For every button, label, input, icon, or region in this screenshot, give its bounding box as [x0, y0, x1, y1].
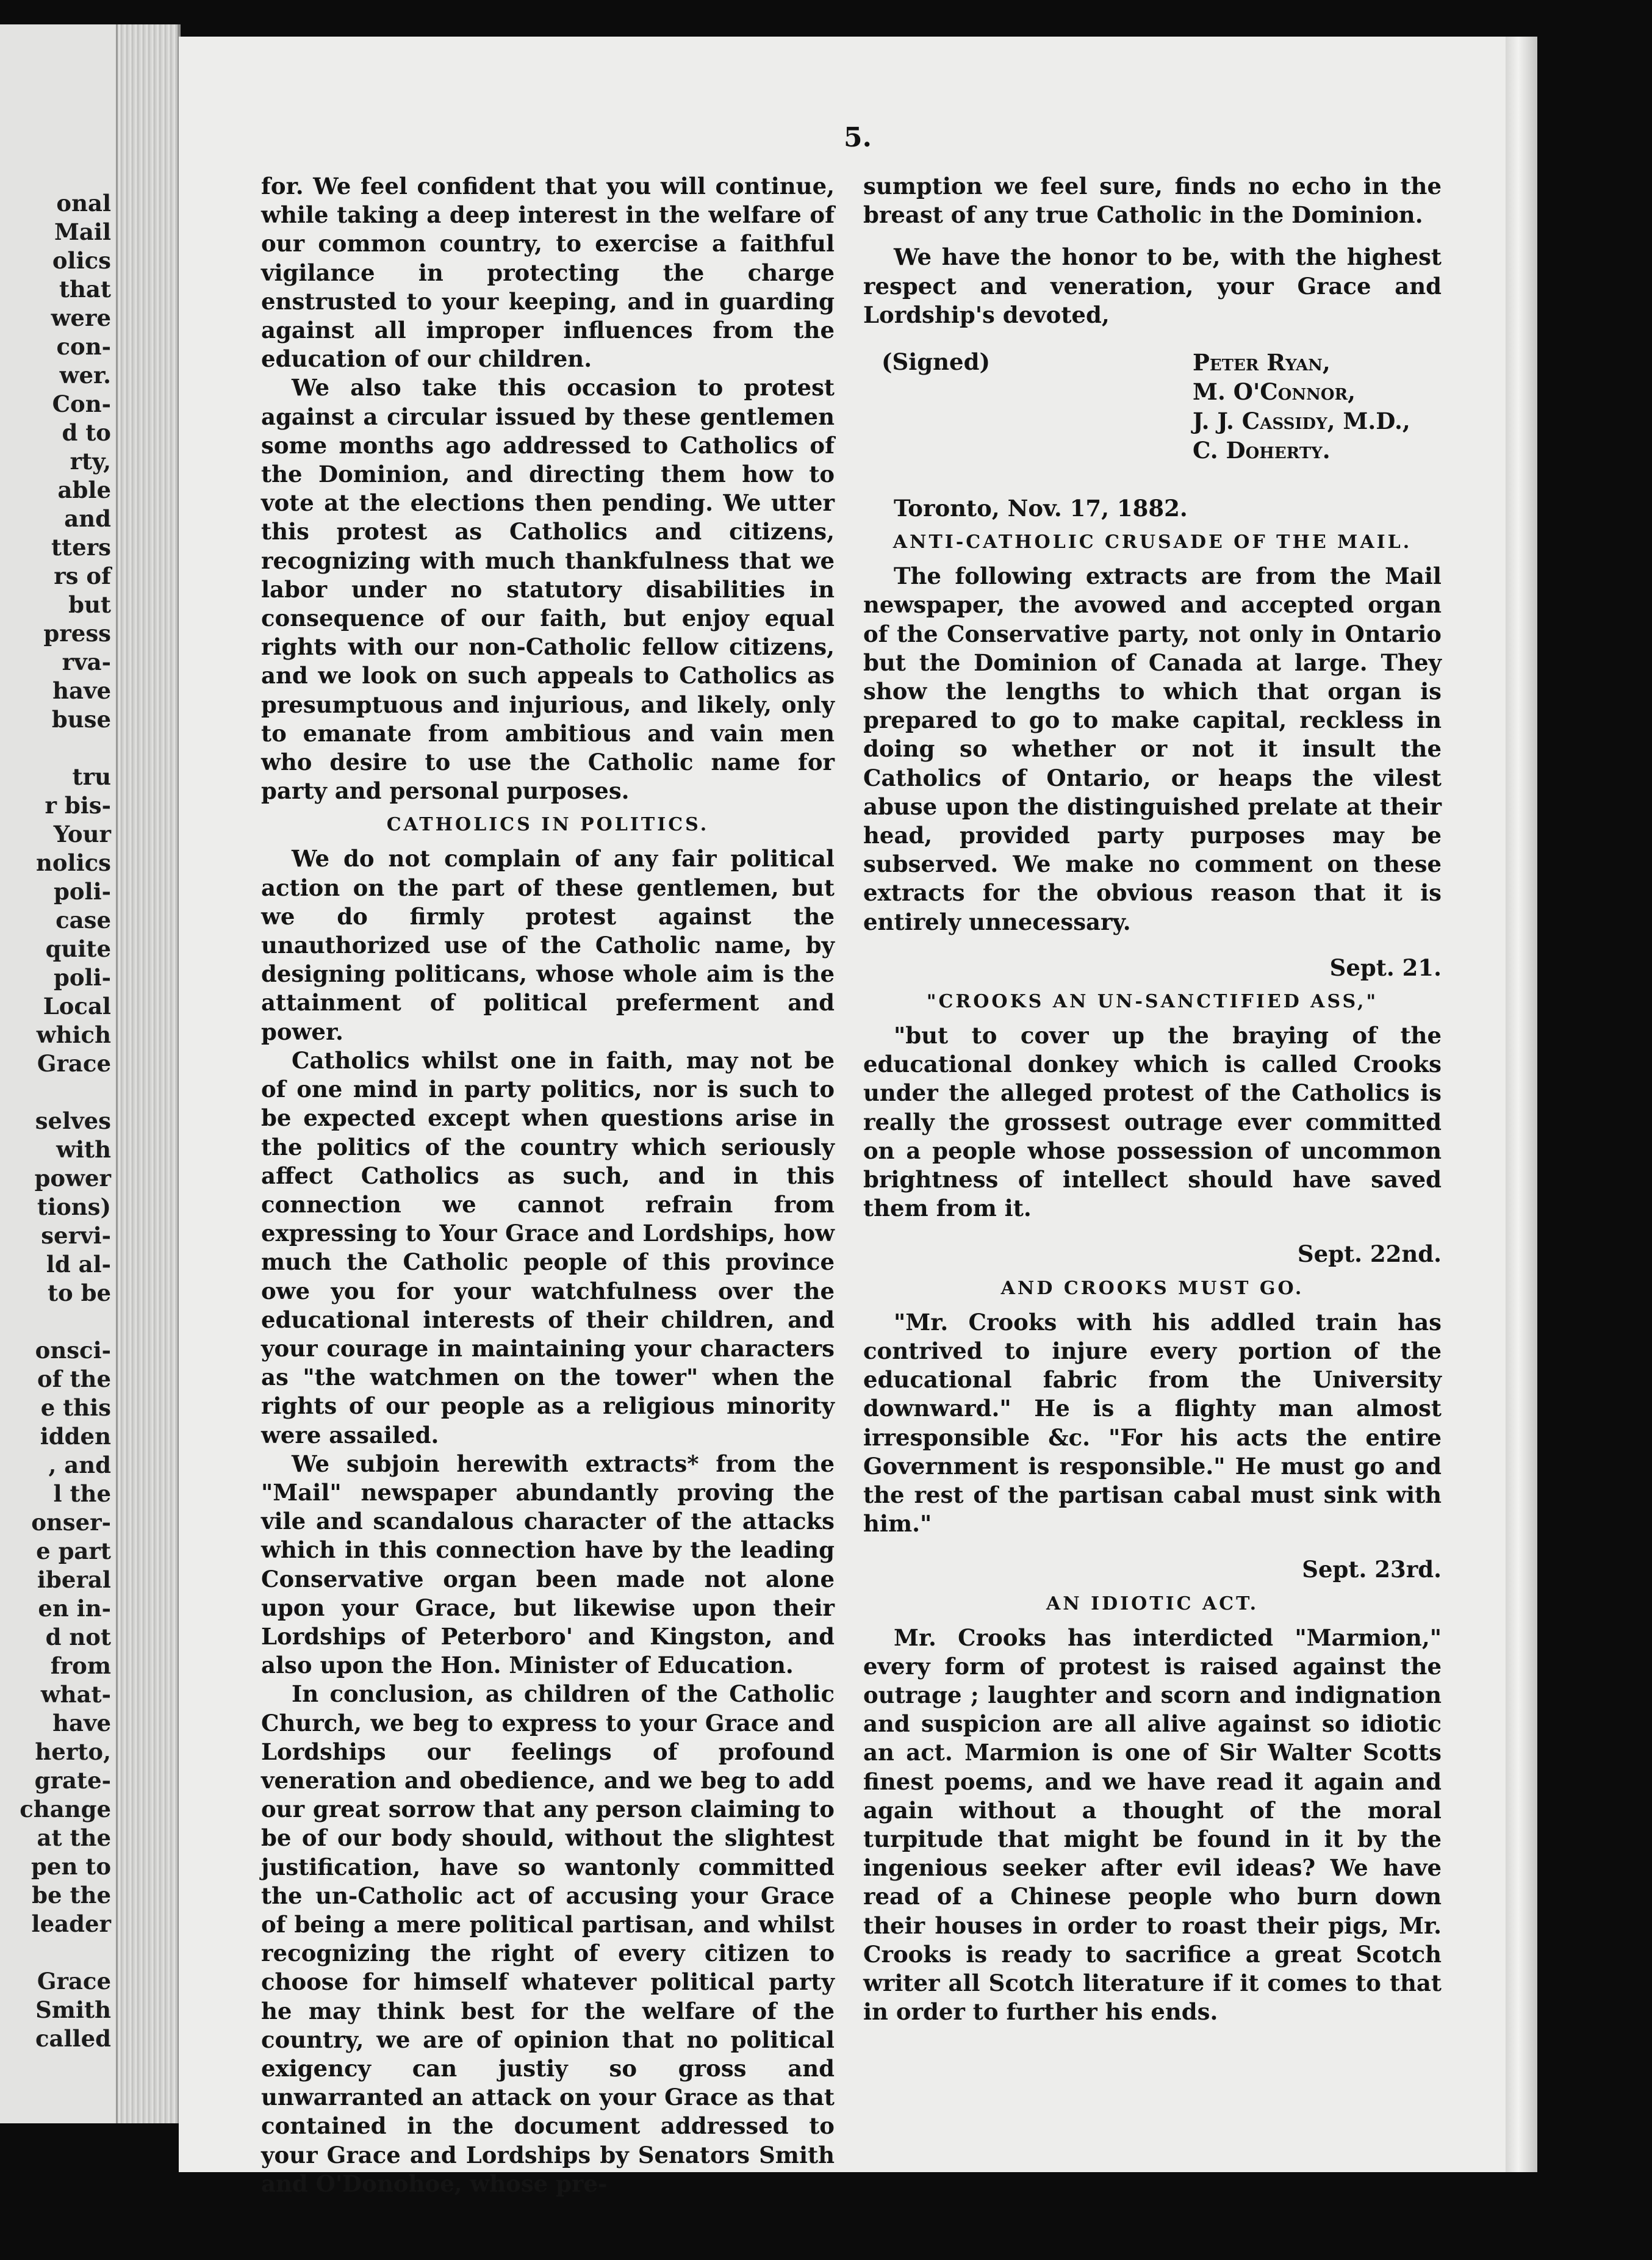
- paragraph: We do not complain of any fair political action on the part of these gentlemen, but we do firmly protest against the unauthorized use of the Catholic name, by designing politicans, whose whole aim is the attainment of political preferment and power.: [261, 845, 835, 1045]
- page-fragment-line: e part: [36, 1538, 111, 1564]
- section-heading: ANTI-CATHOLIC CRUSADE OF THE MAIL.: [892, 531, 1412, 553]
- page-fragment-line: l the: [53, 1480, 111, 1507]
- signatory: J. J. Cassidy, M.D.,: [1193, 408, 1410, 435]
- page-fragment-line: tions): [37, 1193, 111, 1220]
- page-fragment-line: but: [68, 591, 111, 618]
- page-fragment-line: en in-: [38, 1595, 111, 1622]
- page-fragment-line: olics: [52, 247, 111, 274]
- page-fragment-line: r bis-: [45, 792, 111, 819]
- extract-heading: AN IDIOTIC ACT.: [1046, 1592, 1259, 1614]
- page-fragment-line: Mail: [54, 218, 111, 245]
- column-right: [863, 172, 1442, 2026]
- page-fragment-line: able: [57, 477, 111, 503]
- extract-date: Sept. 21.: [1329, 954, 1442, 981]
- page-number: 5.: [844, 122, 872, 153]
- page-fragment-line: case: [56, 907, 111, 934]
- page-fragment-line: rs of: [54, 563, 111, 589]
- extract-heading: "CROOKS AN UN-SANCTIFIED ASS,": [926, 991, 1379, 1013]
- page-fragment-line: power: [34, 1165, 111, 1192]
- section-heading: CATHOLICS IN POLITICS.: [386, 814, 709, 836]
- place-date: Toronto, Nov. 17, 1882.: [894, 495, 1188, 522]
- paragraph: for. We feel confident that you will continue, while taking a deep interest in the welfare of our common country, to exercise a faithful vigilance in protecting the charge enstrusted to your keeping, and in guarding against all improper influences from the education of our children.: [261, 173, 835, 373]
- page-fragment-line: Grace: [37, 1050, 111, 1077]
- paragraph: The following extracts are from the Mail newspaper, the avowed and accepted organ of the Conservative party, not only in Ontario but the Dominion of Canada at large. They show the lengths to which that organ is prepared to go to make capital, reckless in doing so whether or not it insult the Catholics of Ontario, or heaps the vilest abuse upon the distinguished prelate at their head, provided party purposes may be subserved. We make no comment on these extracts for the obvious reason that it is entirely unnecessary.: [863, 563, 1442, 935]
- page-fragment-line: of the: [37, 1366, 111, 1392]
- page-fragment-line: rty,: [70, 448, 111, 475]
- page-fragment-line: ld al-: [46, 1251, 111, 1278]
- page-fragment-line: onser-: [31, 1509, 111, 1536]
- page-fragment-line: called: [35, 2025, 111, 2052]
- book-spine: [116, 24, 181, 2123]
- page-fragment-line: pen to: [31, 1853, 111, 1880]
- page-fragment-line: con-: [56, 333, 111, 360]
- paragraph: Catholics whilst one in faith, may not be of one mind in party politics, nor is such to be expected except when questions arise in the politics of the country which seriously affect Catholics as such, and in this connection we cannot refrain from expressing to Your Grace and Lordships, how much the Catholic people of this province owe you for your watchfulness over the educational interests of their children, and your courage in maintaining your characters as "the watchmen on the tower" when the rights of our people as a religious minority were assailed.: [261, 1046, 835, 1448]
- page-fragment-line: tters: [51, 534, 111, 561]
- page-fragment-line: Local: [43, 993, 111, 1020]
- page-fragment-line: poli-: [53, 964, 111, 991]
- page-fragment-line: press: [43, 620, 111, 647]
- page-fragment-line: selves: [35, 1107, 111, 1134]
- page-fragment-line: have: [52, 677, 111, 704]
- column-left: [261, 172, 835, 2198]
- paragraph: sumption we feel sure, finds no echo in the breast of any true Catholic in the Dominion.: [863, 173, 1442, 229]
- page-fragment-line: change: [20, 1796, 111, 1823]
- signatory: C. Doherty.: [1193, 437, 1331, 464]
- page-fragment-line: which: [36, 1021, 111, 1048]
- page-fragment-line: servi-: [41, 1222, 111, 1249]
- extract-heading: AND CROOKS MUST GO.: [1000, 1277, 1304, 1299]
- adjacent-page-fragment: [0, 24, 116, 2123]
- page-fragment-line: quite: [45, 935, 111, 962]
- page-fragment-line: wer.: [59, 362, 111, 389]
- page-fragment-line: e this: [40, 1394, 111, 1421]
- paragraph: In conclusion, as children of the Catholic Church, we beg to express to your Grace and Lordships our feelings of profound veneration and obedience, and we beg to add our great sorrow that any person claiming to be of our body should, without the slightest justification, have so wantonly committed the un-Catholic act of accusing your Grace of being a mere political partisan, and whilst recognizing the right of every citizen to choose for himself whatever political party he may think best for the welfare of the country, we are of opinion that no political exigency can justiy so gross and unwarranted an attack on your Grace as that contained in the document addressed to your Grace and Lordships by Senators Smith and O'Donohoe, whose pre-: [261, 1680, 835, 2197]
- page-fragment-line: from: [50, 1652, 111, 1679]
- extract-date: Sept. 22nd.: [1297, 1240, 1442, 1268]
- page-fragment-line: idden: [40, 1423, 111, 1450]
- paragraph: "but to cover up the braying of the educational donkey which is called Crooks under the alleged protest of the Catholics is really the grossest outrage ever committed on a people whose possession of uncommon brightness of intellect should have saved them from it.: [863, 1022, 1442, 1222]
- page-fragment-line: with: [56, 1136, 111, 1163]
- page-fragment-line: grate-: [34, 1767, 111, 1794]
- paragraph: Mr. Crooks has interdicted "Marmion," every form of protest is raised against the outrage ; laughter and scorn and indignation and suspicion are all alive against so idiotic an act. Marmion is one of Sir Walter Scotts finest poems, and we have read it again and again without a thought of the moral turpitude that might be found in it by the ingenious seeker after evil ideas? We have read of a Chinese people who burn down their houses in order to roast their pigs, Mr. Crooks is ready to sacrifice a great Scotch writer all Scotch literature if it comes to that in order to further his ends.: [863, 1624, 1442, 2026]
- page-edge: [1506, 37, 1537, 2172]
- signatory-names: [1193, 348, 1410, 465]
- page-fragment-line: have: [52, 1710, 111, 1736]
- paragraph: We subjoin herewith extracts* from the "Mail" newspaper abundantly proving the vile and scandalous character of the attacks which in this connection have by the leading Conservative organ been made not alone upon your Grace, but likewise upon their Lordships of Peterboro' and Kingston, and also upon the Hon. Minister of Education.: [261, 1450, 835, 1679]
- signatory: M. O'Connor,: [1193, 378, 1356, 406]
- page-fragment-line: what-: [40, 1681, 111, 1708]
- page-fragment-line: to be: [47, 1279, 111, 1306]
- page-fragment-line: that: [59, 276, 111, 303]
- page-fragment-line: onsci-: [35, 1337, 111, 1364]
- signatory: Peter Ryan,: [1193, 349, 1331, 376]
- extract-date: Sept. 23rd.: [1302, 1556, 1442, 1583]
- page-fragment-line: nolics: [35, 849, 111, 876]
- page-fragment-line: Con-: [52, 390, 111, 417]
- page-fragment-line: Smith: [35, 1996, 111, 2023]
- paragraph: "Mr. Crooks with his addled train has contrived to injure every portion of the educational fabric from the University downward." He is a flighty man almost irresponsible &c. "For his acts the entire Government is responsible." He must go and the rest of the partisan cabal must sink with him.": [863, 1308, 1442, 1538]
- page-fragment-line: poli-: [53, 878, 111, 905]
- page-fragment-line: , and: [48, 1452, 111, 1478]
- page-fragment-line: tru: [72, 763, 111, 790]
- page-fragment-line: be the: [32, 1882, 111, 1909]
- signature-block: [863, 348, 1442, 494]
- paragraph: We also take this occasion to protest against a circular issued by these gentlemen some months ago addressed to Catholics of the Dominion, and directing them how to vote at the elections then pending. We utter this protest as Catholics and citizens, recognizing with much thankfulness that we labor under no statutory disabilities in consequence of our faith, but enjoy equal rights with our non-Catholic fellow citizens, and we look on such appeals to Catholics as presumptuous and injurious, and likely, only to emanate from ambitious and vain men who desire to use the Catholic name for party and personal purposes.: [261, 374, 835, 805]
- page-fragment-line: iberal: [37, 1566, 111, 1593]
- page-fragment-line: onal: [56, 190, 111, 217]
- page-fragment-line: and: [64, 505, 111, 532]
- page-fragment-line: were: [51, 304, 111, 331]
- page-fragment-line: herto,: [35, 1738, 111, 1765]
- page-fragment-line: buse: [51, 706, 111, 733]
- page-fragment-line: d to: [62, 419, 111, 446]
- page-fragment-line: at the: [37, 1824, 111, 1851]
- page-fragment-line: Grace: [37, 1968, 111, 1995]
- page-fragment-line: rva-: [62, 649, 111, 675]
- signed-label: (Signed): [882, 348, 990, 376]
- paragraph: We have the honor to be, with the highest respect and veneration, your Grace and Lordship's devoted,: [863, 243, 1442, 328]
- page-fragment-line: d not: [45, 1624, 111, 1650]
- page-fragment-line: Your: [53, 821, 111, 848]
- page-fragment-line: leader: [31, 1910, 111, 1937]
